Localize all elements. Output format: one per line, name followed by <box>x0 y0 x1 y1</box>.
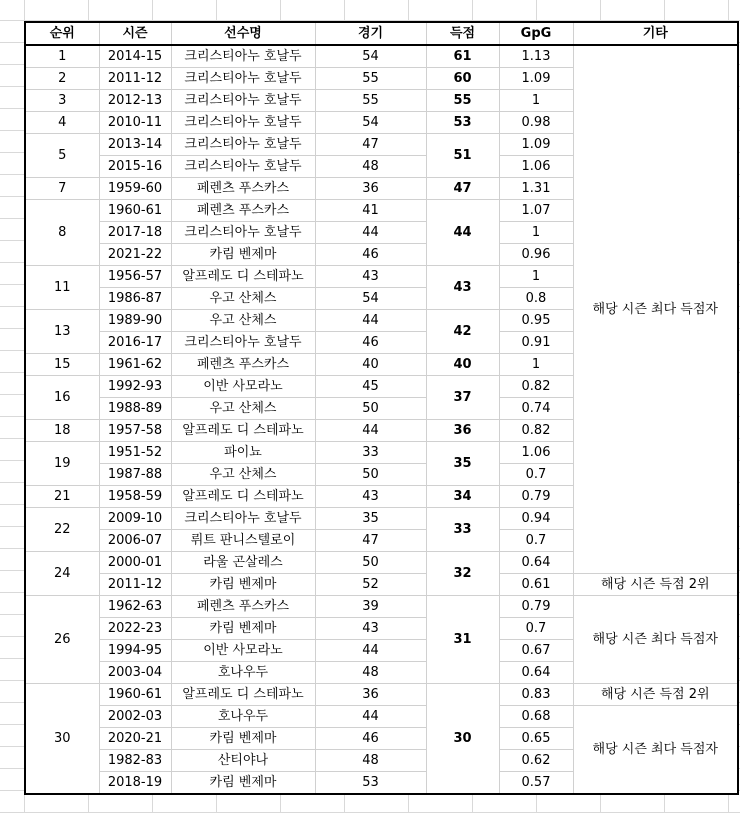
gpg-cell[interactable]: 0.82 <box>499 376 573 398</box>
player-cell[interactable]: 호나우두 <box>171 706 315 728</box>
table-row <box>25 574 738 596</box>
header-games[interactable]: 경기 <box>315 22 426 45</box>
gpg-cell[interactable]: 0.65 <box>499 728 573 750</box>
gpg-cell[interactable]: 0.64 <box>499 552 573 574</box>
season-cell[interactable]: 2014-15 <box>99 45 171 68</box>
gpg-cell[interactable]: 1 <box>499 222 573 244</box>
notes-cell[interactable]: 해당 시즌 최다 득점자 <box>573 706 738 795</box>
games-cell[interactable]: 47 <box>315 134 426 156</box>
rank-cell[interactable]: 30 <box>25 684 99 795</box>
rank-cell[interactable]: 15 <box>25 354 99 376</box>
player-cell[interactable]: 우고 산체스 <box>171 288 315 310</box>
rank-cell[interactable]: 24 <box>25 552 99 596</box>
gpg-cell[interactable]: 1.09 <box>499 134 573 156</box>
goals-cell[interactable]: 47 <box>426 178 499 200</box>
rank-cell[interactable]: 5 <box>25 134 99 178</box>
season-cell[interactable]: 1957-58 <box>99 420 171 442</box>
header-player[interactable]: 선수명 <box>171 22 315 45</box>
games-cell[interactable]: 54 <box>315 288 426 310</box>
season-cell[interactable]: 2016-17 <box>99 332 171 354</box>
gpg-cell[interactable]: 0.95 <box>499 310 573 332</box>
games-cell[interactable]: 45 <box>315 376 426 398</box>
player-cell[interactable]: 크리스티아누 호날두 <box>171 134 315 156</box>
gpg-cell[interactable]: 0.7 <box>499 464 573 486</box>
rank-cell[interactable]: 4 <box>25 112 99 134</box>
player-cell[interactable]: 알프레도 디 스테파노 <box>171 486 315 508</box>
goals-cell[interactable]: 37 <box>426 376 499 420</box>
games-cell[interactable]: 46 <box>315 728 426 750</box>
player-cell[interactable]: 라울 곤살레스 <box>171 552 315 574</box>
gpg-cell[interactable]: 0.57 <box>499 772 573 795</box>
gpg-cell[interactable]: 0.94 <box>499 508 573 530</box>
player-cell[interactable]: 호나우두 <box>171 662 315 684</box>
rank-cell[interactable]: 1 <box>25 45 99 68</box>
games-cell[interactable]: 36 <box>315 178 426 200</box>
gpg-cell[interactable]: 1.07 <box>499 200 573 222</box>
player-cell[interactable]: 크리스티아누 호날두 <box>171 222 315 244</box>
games-cell[interactable]: 40 <box>315 354 426 376</box>
season-cell[interactable]: 1994-95 <box>99 640 171 662</box>
season-cell[interactable]: 1956-57 <box>99 266 171 288</box>
season-cell[interactable]: 1960-61 <box>99 684 171 706</box>
goals-cell[interactable]: 31 <box>426 596 499 684</box>
games-cell[interactable]: 47 <box>315 530 426 552</box>
gpg-cell[interactable]: 1.13 <box>499 45 573 68</box>
header-row <box>25 22 738 45</box>
rank-cell[interactable]: 11 <box>25 266 99 310</box>
gpg-cell[interactable]: 1 <box>499 266 573 288</box>
gpg-cell[interactable]: 0.91 <box>499 332 573 354</box>
player-cell[interactable]: 파이뇨 <box>171 442 315 464</box>
season-cell[interactable]: 1959-60 <box>99 178 171 200</box>
rank-cell[interactable]: 18 <box>25 420 99 442</box>
games-cell[interactable]: 39 <box>315 596 426 618</box>
gpg-cell[interactable]: 0.7 <box>499 618 573 640</box>
season-cell[interactable]: 1982-83 <box>99 750 171 772</box>
season-cell[interactable]: 2000-01 <box>99 552 171 574</box>
top-scorers-table <box>24 21 739 795</box>
rank-cell[interactable]: 7 <box>25 178 99 200</box>
season-cell[interactable]: 2002-03 <box>99 706 171 728</box>
season-cell[interactable]: 2015-16 <box>99 156 171 178</box>
season-cell[interactable]: 2009-10 <box>99 508 171 530</box>
gpg-cell[interactable]: 1.31 <box>499 178 573 200</box>
goals-cell[interactable]: 35 <box>426 442 499 486</box>
header-notes[interactable]: 기타 <box>573 22 738 45</box>
player-cell[interactable]: 우고 산체스 <box>171 398 315 420</box>
season-cell[interactable]: 1987-88 <box>99 464 171 486</box>
goals-cell[interactable]: 55 <box>426 90 499 112</box>
season-cell[interactable]: 1951-52 <box>99 442 171 464</box>
goals-cell[interactable]: 53 <box>426 112 499 134</box>
games-cell[interactable]: 46 <box>315 332 426 354</box>
rank-cell[interactable]: 19 <box>25 442 99 486</box>
goals-cell[interactable]: 32 <box>426 552 499 596</box>
gpg-cell[interactable]: 1.06 <box>499 156 573 178</box>
season-cell[interactable]: 2018-19 <box>99 772 171 795</box>
season-cell[interactable]: 1989-90 <box>99 310 171 332</box>
table-row <box>25 684 738 706</box>
season-cell[interactable]: 1961-62 <box>99 354 171 376</box>
notes-cell[interactable]: 해당 시즌 득점 2위 <box>573 574 738 596</box>
games-cell[interactable]: 44 <box>315 706 426 728</box>
goals-cell[interactable]: 36 <box>426 420 499 442</box>
gpg-cell[interactable]: 1 <box>499 90 573 112</box>
season-cell[interactable]: 1986-87 <box>99 288 171 310</box>
games-cell[interactable]: 35 <box>315 508 426 530</box>
season-cell[interactable]: 1958-59 <box>99 486 171 508</box>
games-cell[interactable]: 50 <box>315 398 426 420</box>
games-cell[interactable]: 43 <box>315 266 426 288</box>
gpg-cell[interactable]: 1.09 <box>499 68 573 90</box>
games-cell[interactable]: 43 <box>315 486 426 508</box>
games-cell[interactable]: 50 <box>315 464 426 486</box>
games-cell[interactable]: 36 <box>315 684 426 706</box>
player-cell[interactable]: 페렌츠 푸스카스 <box>171 200 315 222</box>
header-season[interactable]: 시즌 <box>99 22 171 45</box>
player-cell[interactable]: 크리스티아누 호날두 <box>171 112 315 134</box>
header-rank[interactable]: 순위 <box>25 22 99 45</box>
games-cell[interactable]: 33 <box>315 442 426 464</box>
season-cell[interactable]: 1960-61 <box>99 200 171 222</box>
goals-cell[interactable]: 44 <box>426 200 499 266</box>
rank-cell[interactable]: 16 <box>25 376 99 420</box>
gpg-cell[interactable]: 0.8 <box>499 288 573 310</box>
goals-cell[interactable]: 42 <box>426 310 499 354</box>
season-cell[interactable]: 2012-13 <box>99 90 171 112</box>
rank-cell[interactable]: 8 <box>25 200 99 266</box>
games-cell[interactable]: 48 <box>315 662 426 684</box>
gpg-cell[interactable]: 0.64 <box>499 662 573 684</box>
gpg-cell[interactable]: 0.7 <box>499 530 573 552</box>
player-cell[interactable]: 페렌츠 푸스카스 <box>171 178 315 200</box>
player-cell[interactable]: 카림 벤제마 <box>171 618 315 640</box>
notes-cell[interactable]: 해당 시즌 최다 득점자 <box>573 45 738 574</box>
games-cell[interactable]: 41 <box>315 200 426 222</box>
rank-cell[interactable]: 13 <box>25 310 99 354</box>
goals-cell[interactable]: 34 <box>426 486 499 508</box>
gpg-cell[interactable]: 1.06 <box>499 442 573 464</box>
gpg-cell[interactable]: 1 <box>499 354 573 376</box>
season-cell[interactable]: 1992-93 <box>99 376 171 398</box>
player-cell[interactable]: 크리스티아누 호날두 <box>171 68 315 90</box>
goals-cell[interactable]: 43 <box>426 266 499 310</box>
gpg-cell[interactable]: 0.79 <box>499 596 573 618</box>
player-cell[interactable]: 크리스티아누 호날두 <box>171 90 315 112</box>
season-cell[interactable]: 2003-04 <box>99 662 171 684</box>
header-gpg[interactable]: GpG <box>499 22 573 45</box>
notes-cell[interactable]: 해당 시즌 득점 2위 <box>573 684 738 706</box>
games-cell[interactable]: 55 <box>315 90 426 112</box>
player-cell[interactable]: 카림 벤제마 <box>171 728 315 750</box>
games-cell[interactable]: 54 <box>315 112 426 134</box>
gpg-cell[interactable]: 0.83 <box>499 684 573 706</box>
rank-cell[interactable]: 21 <box>25 486 99 508</box>
player-cell[interactable]: 페렌츠 푸스카스 <box>171 596 315 618</box>
gpg-cell[interactable]: 0.96 <box>499 244 573 266</box>
player-cell[interactable]: 페렌츠 푸스카스 <box>171 354 315 376</box>
season-cell[interactable]: 2022-23 <box>99 618 171 640</box>
games-cell[interactable]: 48 <box>315 156 426 178</box>
player-cell[interactable]: 크리스티아누 호날두 <box>171 508 315 530</box>
season-cell[interactable]: 2013-14 <box>99 134 171 156</box>
games-cell[interactable]: 50 <box>315 552 426 574</box>
goals-cell[interactable]: 30 <box>426 684 499 795</box>
player-cell[interactable]: 카림 벤제마 <box>171 772 315 795</box>
gpg-cell[interactable]: 0.68 <box>499 706 573 728</box>
player-cell[interactable]: 알프레도 디 스테파노 <box>171 684 315 706</box>
table-row <box>25 596 738 618</box>
notes-cell[interactable]: 해당 시즌 최다 득점자 <box>573 596 738 684</box>
player-cell[interactable]: 카림 벤제마 <box>171 244 315 266</box>
gpg-cell[interactable]: 0.67 <box>499 640 573 662</box>
season-cell[interactable]: 2010-11 <box>99 112 171 134</box>
games-cell[interactable]: 44 <box>315 222 426 244</box>
season-cell[interactable]: 2020-21 <box>99 728 171 750</box>
gpg-cell[interactable]: 0.62 <box>499 750 573 772</box>
rank-cell[interactable]: 2 <box>25 68 99 90</box>
games-cell[interactable]: 43 <box>315 618 426 640</box>
gpg-cell[interactable]: 0.61 <box>499 574 573 596</box>
player-cell[interactable]: 알프레도 디 스테파노 <box>171 420 315 442</box>
player-cell[interactable]: 크리스티아누 호날두 <box>171 45 315 68</box>
player-cell[interactable]: 크리스티아누 호날두 <box>171 156 315 178</box>
games-cell[interactable]: 55 <box>315 68 426 90</box>
games-cell[interactable]: 46 <box>315 244 426 266</box>
gpg-cell[interactable]: 0.82 <box>499 420 573 442</box>
gpg-cell[interactable]: 0.98 <box>499 112 573 134</box>
games-cell[interactable]: 44 <box>315 310 426 332</box>
games-cell[interactable]: 53 <box>315 772 426 795</box>
rank-cell[interactable]: 26 <box>25 596 99 684</box>
games-cell[interactable]: 54 <box>315 45 426 68</box>
goals-cell[interactable]: 33 <box>426 508 499 552</box>
player-cell[interactable]: 이반 사모라노 <box>171 376 315 398</box>
gpg-cell[interactable]: 0.74 <box>499 398 573 420</box>
goals-cell[interactable]: 51 <box>426 134 499 178</box>
table-body <box>25 45 738 794</box>
goals-cell[interactable]: 60 <box>426 68 499 90</box>
season-cell[interactable]: 1962-63 <box>99 596 171 618</box>
season-cell[interactable]: 2021-22 <box>99 244 171 266</box>
rank-cell[interactable]: 22 <box>25 508 99 552</box>
player-cell[interactable]: 이반 사모라노 <box>171 640 315 662</box>
player-cell[interactable]: 우고 산체스 <box>171 464 315 486</box>
gpg-cell[interactable]: 0.79 <box>499 486 573 508</box>
player-cell[interactable]: 산티야나 <box>171 750 315 772</box>
season-cell[interactable]: 2017-18 <box>99 222 171 244</box>
player-cell[interactable]: 크리스티아누 호날두 <box>171 332 315 354</box>
player-cell[interactable]: 우고 산체스 <box>171 310 315 332</box>
season-cell[interactable]: 1988-89 <box>99 398 171 420</box>
games-cell[interactable]: 52 <box>315 574 426 596</box>
player-cell[interactable]: 카림 벤제마 <box>171 574 315 596</box>
games-cell[interactable]: 44 <box>315 640 426 662</box>
header-goals[interactable]: 득점 <box>426 22 499 45</box>
games-cell[interactable]: 44 <box>315 420 426 442</box>
season-cell[interactable]: 2011-12 <box>99 68 171 90</box>
player-cell[interactable]: 알프레도 디 스테파노 <box>171 266 315 288</box>
goals-cell[interactable]: 61 <box>426 45 499 68</box>
games-cell[interactable]: 48 <box>315 750 426 772</box>
table-row <box>25 706 738 728</box>
goals-cell[interactable]: 40 <box>426 354 499 376</box>
player-cell[interactable]: 뤼트 판니스텔로이 <box>171 530 315 552</box>
season-cell[interactable]: 2011-12 <box>99 574 171 596</box>
table-row <box>25 45 738 68</box>
season-cell[interactable]: 2006-07 <box>99 530 171 552</box>
rank-cell[interactable]: 3 <box>25 90 99 112</box>
